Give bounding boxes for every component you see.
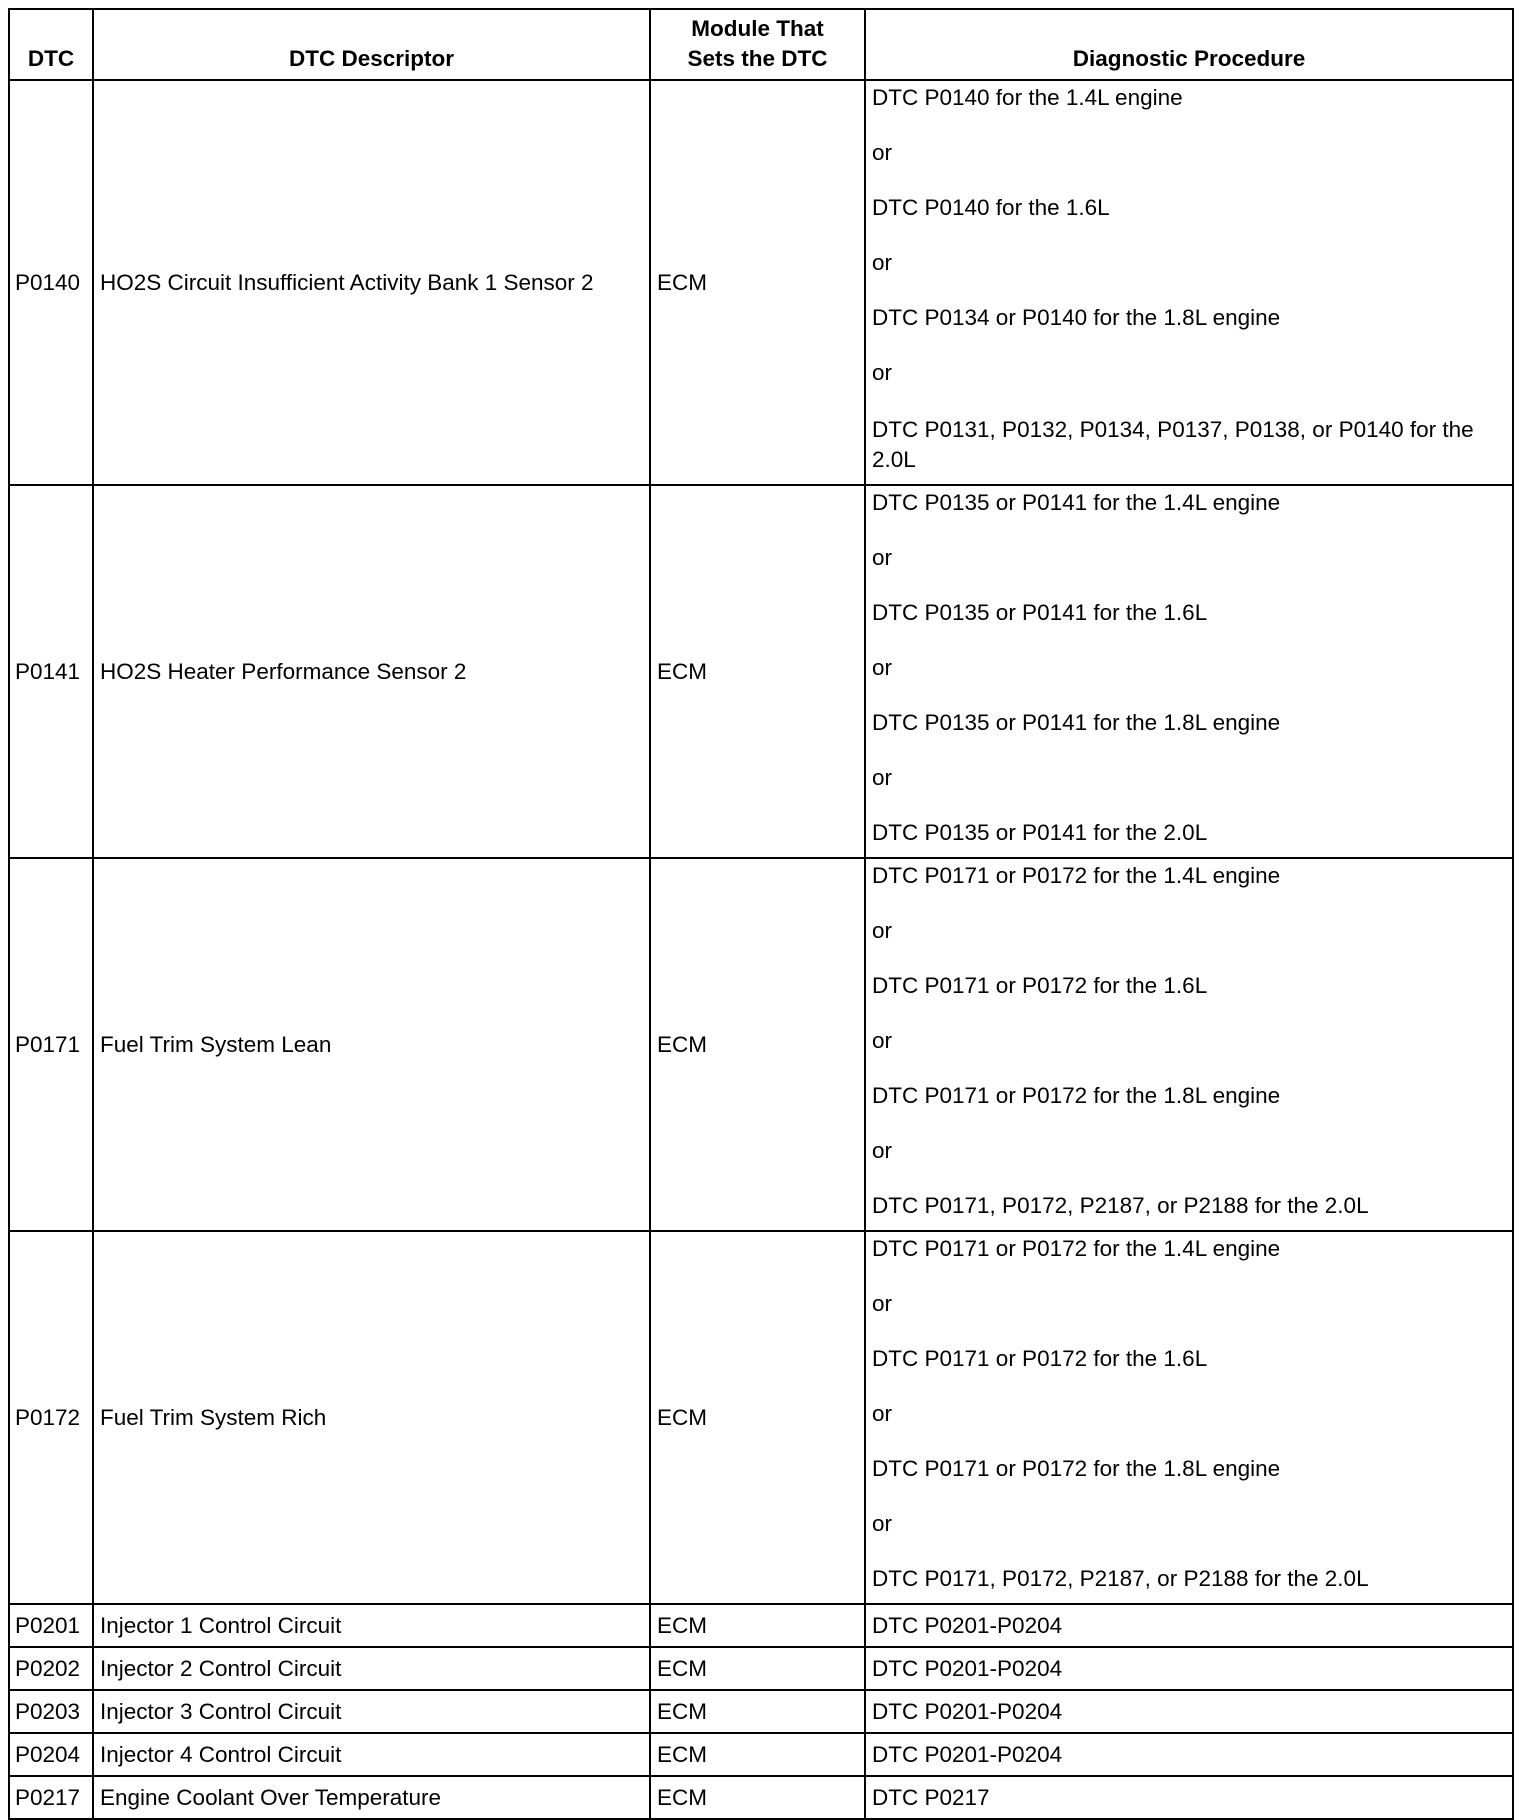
module-cell: ECM bbox=[650, 485, 865, 858]
procedure-line: or bbox=[872, 360, 893, 385]
procedure-line: or bbox=[872, 1291, 893, 1316]
table-row bbox=[9, 485, 1513, 858]
procedure-line: DTC P0131, P0132, P0134, P0137, P0138, or P0140 for the 2.0L bbox=[872, 417, 1474, 472]
procedure-cell: DTC P0201-P0204 bbox=[865, 1690, 1513, 1733]
procedure-line: DTC P0171 or P0172 for the 1.6L bbox=[872, 1346, 1208, 1371]
module-cell: ECM bbox=[650, 1604, 865, 1647]
procedure-line: DTC P0135 or P0141 for the 1.8L engine bbox=[872, 710, 1281, 735]
procedure-line: DTC P0135 or P0141 for the 1.6L bbox=[872, 600, 1208, 625]
module-cell: ECM bbox=[650, 1733, 865, 1776]
procedure-line: DTC P0171 or P0172 for the 1.4L engine bbox=[872, 863, 1281, 888]
header-module-line1: Module That bbox=[691, 16, 824, 41]
procedure-line: or bbox=[872, 918, 893, 943]
dtc-table bbox=[8, 8, 1514, 1820]
procedure-cell: DTC P0201-P0204 bbox=[865, 1647, 1513, 1690]
table-header-row bbox=[9, 9, 1513, 80]
dtc-code: P0201 bbox=[9, 1604, 93, 1647]
procedure-line: or bbox=[872, 1138, 893, 1163]
procedure-cell: DTC P0201-P0204 bbox=[865, 1604, 1513, 1647]
procedure-line: or bbox=[872, 1028, 893, 1053]
procedure-line: DTC P0140 for the 1.6L bbox=[872, 195, 1110, 220]
table-row bbox=[9, 1604, 1513, 1647]
procedure-line: or bbox=[872, 655, 893, 680]
table-row bbox=[9, 1690, 1513, 1733]
header-module-line2: Sets the DTC bbox=[687, 46, 828, 71]
dtc-descriptor: Fuel Trim System Rich bbox=[93, 1231, 650, 1604]
dtc-code: P0140 bbox=[9, 80, 93, 485]
dtc-code: P0217 bbox=[9, 1776, 93, 1819]
dtc-code: P0171 bbox=[9, 858, 93, 1231]
procedure-line: or bbox=[872, 765, 893, 790]
dtc-descriptor: Fuel Trim System Lean bbox=[93, 858, 650, 1231]
module-cell: ECM bbox=[650, 858, 865, 1231]
procedure-line: DTC P0134 or P0140 for the 1.8L engine bbox=[872, 305, 1281, 330]
procedure-line: or bbox=[872, 250, 893, 275]
procedure-cell bbox=[865, 1231, 1513, 1604]
dtc-code: P0204 bbox=[9, 1733, 93, 1776]
dtc-descriptor: Injector 3 Control Circuit bbox=[93, 1690, 650, 1733]
procedure-line: or bbox=[872, 140, 893, 165]
procedure-cell bbox=[865, 485, 1513, 858]
header-descriptor: DTC Descriptor bbox=[93, 9, 650, 80]
header-module bbox=[650, 9, 865, 80]
module-cell: ECM bbox=[650, 1690, 865, 1733]
table-row bbox=[9, 80, 1513, 485]
table-row bbox=[9, 1733, 1513, 1776]
procedure-line: or bbox=[872, 545, 893, 570]
procedure-cell: DTC P0217 bbox=[865, 1776, 1513, 1819]
header-dtc: DTC bbox=[9, 9, 93, 80]
dtc-code: P0202 bbox=[9, 1647, 93, 1690]
procedure-line: DTC P0140 for the 1.4L engine bbox=[872, 85, 1183, 110]
procedure-cell: DTC P0201-P0204 bbox=[865, 1733, 1513, 1776]
dtc-descriptor: Engine Coolant Over Temperature bbox=[93, 1776, 650, 1819]
dtc-code: P0203 bbox=[9, 1690, 93, 1733]
procedure-line: DTC P0171 or P0172 for the 1.8L engine bbox=[872, 1083, 1281, 1108]
module-cell: ECM bbox=[650, 1776, 865, 1819]
procedure-line: DTC P0171 or P0172 for the 1.4L engine bbox=[872, 1236, 1281, 1261]
dtc-descriptor: Injector 1 Control Circuit bbox=[93, 1604, 650, 1647]
table-row bbox=[9, 1647, 1513, 1690]
table-row bbox=[9, 1776, 1513, 1819]
dtc-descriptor: Injector 2 Control Circuit bbox=[93, 1647, 650, 1690]
header-procedure: Diagnostic Procedure bbox=[865, 9, 1513, 80]
dtc-code: P0172 bbox=[9, 1231, 93, 1604]
dtc-descriptor: Injector 4 Control Circuit bbox=[93, 1733, 650, 1776]
module-cell: ECM bbox=[650, 1231, 865, 1604]
dtc-descriptor: HO2S Heater Performance Sensor 2 bbox=[93, 485, 650, 858]
procedure-line: or bbox=[872, 1401, 893, 1426]
procedure-line: or bbox=[872, 1511, 893, 1536]
procedure-line: DTC P0171, P0172, P2187, or P2188 for the 2.0L bbox=[872, 1193, 1369, 1218]
module-cell: ECM bbox=[650, 80, 865, 485]
procedure-cell bbox=[865, 80, 1513, 485]
table-row bbox=[9, 858, 1513, 1231]
procedure-line: DTC P0135 or P0141 for the 1.4L engine bbox=[872, 490, 1281, 515]
procedure-line: DTC P0171 or P0172 for the 1.8L engine bbox=[872, 1456, 1281, 1481]
procedure-cell bbox=[865, 858, 1513, 1231]
module-cell: ECM bbox=[650, 1647, 865, 1690]
procedure-line: DTC P0135 or P0141 for the 2.0L bbox=[872, 820, 1208, 845]
table-row bbox=[9, 1231, 1513, 1604]
dtc-descriptor: HO2S Circuit Insufficient Activity Bank 1 Sensor 2 bbox=[93, 80, 650, 485]
procedure-line: DTC P0171 or P0172 for the 1.6L bbox=[872, 973, 1208, 998]
procedure-line: DTC P0171, P0172, P2187, or P2188 for the 2.0L bbox=[872, 1566, 1369, 1591]
dtc-code: P0141 bbox=[9, 485, 93, 858]
